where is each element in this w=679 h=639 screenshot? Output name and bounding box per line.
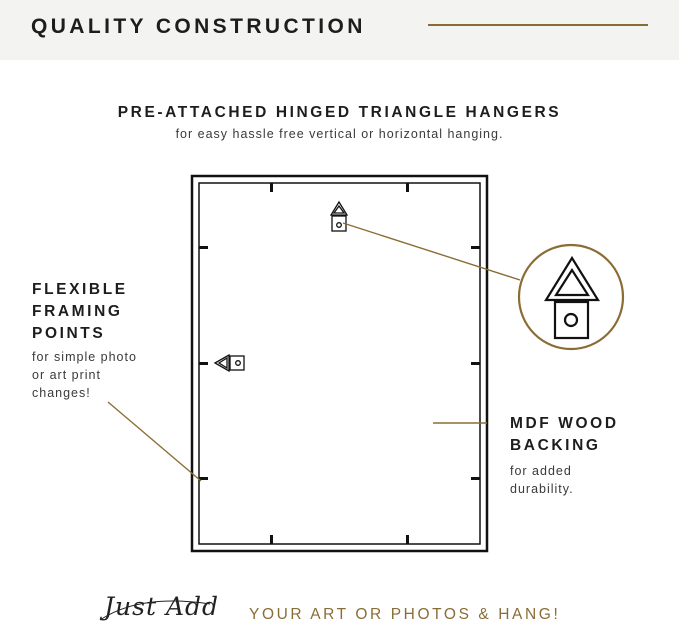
- backing-title-line: MDF WOOD: [510, 415, 619, 432]
- framing-point: [471, 477, 480, 480]
- framing-points-subtitle-line: or art print: [32, 368, 101, 382]
- framing-point: [199, 362, 208, 365]
- hanger-feature-title: PRE-ATTACHED HINGED TRIANGLE HANGERS: [117, 104, 562, 121]
- backing-subtitle-line: durability.: [510, 482, 574, 496]
- framing-point: [406, 183, 409, 192]
- framing-leader-line: [108, 402, 201, 481]
- footer-cta-text: YOUR ART OR PHOTOS & HANG!: [249, 606, 561, 623]
- framing-point: [270, 535, 273, 544]
- triangle-hanger-icon: [331, 202, 347, 231]
- footer-script-text: Just Add: [104, 592, 220, 621]
- section-title: QUALITY CONSTRUCTION: [31, 15, 366, 38]
- backing-subtitle-line: for added: [510, 464, 572, 478]
- framing-point: [199, 246, 208, 249]
- framing-point: [471, 362, 480, 365]
- framing-point: [471, 246, 480, 249]
- framing-points-title-line: POINTS: [32, 325, 106, 342]
- backing-title-line: BACKING: [510, 437, 601, 454]
- magnified-hanger-callout: [519, 245, 623, 349]
- side-triangle-hanger-icon: [215, 355, 244, 371]
- framing-points-title-line: FLEXIBLE: [32, 281, 128, 298]
- framing-points-subtitle-line: changes!: [32, 386, 91, 400]
- framing-point: [406, 535, 409, 544]
- hanger-leader-line: [343, 223, 520, 280]
- framing-point: [270, 183, 273, 192]
- framing-points-subtitle-line: for simple photo: [32, 350, 137, 364]
- hanger-feature-subtitle: for easy hassle free vertical or horizontal hanging.: [175, 127, 504, 141]
- framing-points-title-line: FRAMING: [32, 303, 123, 320]
